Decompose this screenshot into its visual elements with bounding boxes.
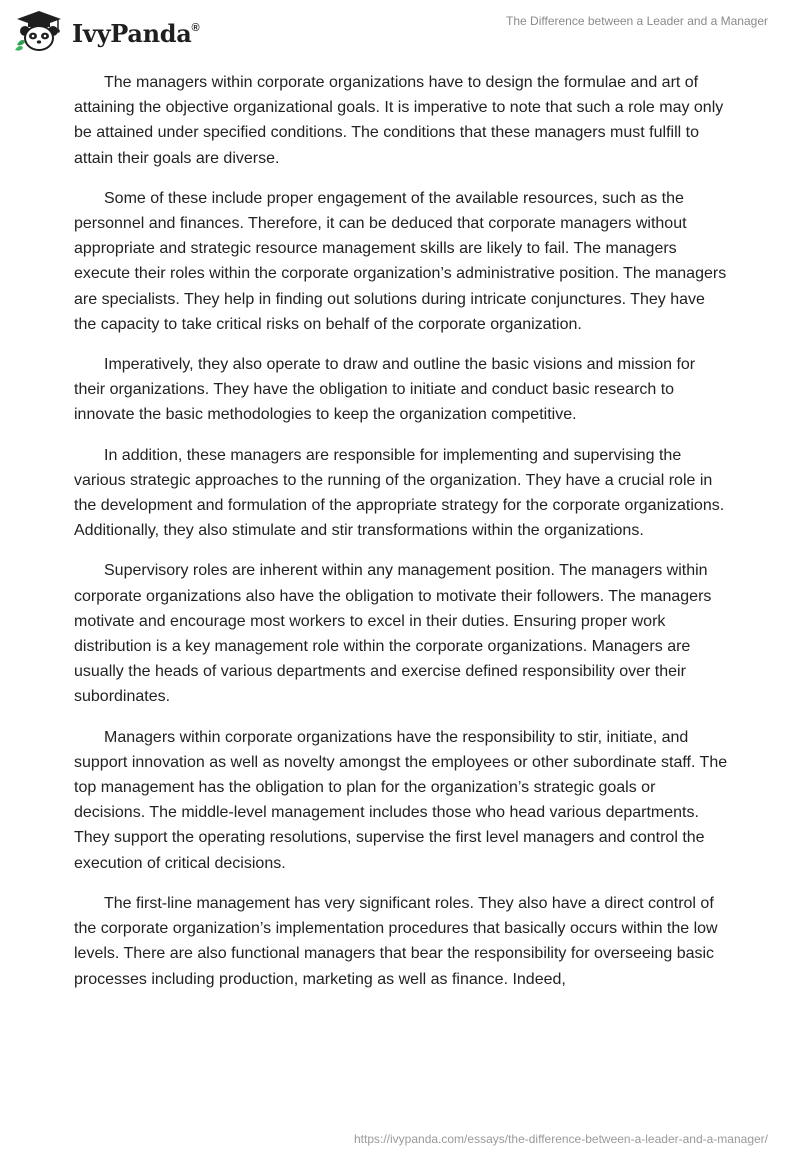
page-header [0, 0, 800, 70]
ivypanda-logo[interactable] [14, 8, 199, 52]
paragraph-6: Managers within corporate organizations have the responsibility to stir, initiate, and support innovation as well as novelty amongst the employees or other subordinate staff. The top management has the obligation to plan for the organization’s strategic goals or decisions. The middle-level management includes those who head various departments. They support the operating resolutions, supervise the first level managers and control the execution of critical decisions. [74, 728, 728, 872]
paragraph-4: In addition, these managers are responsible for implementing and supervising the various strategic approaches to the running of the organization. They have a crucial role in the development and formulation of the appropriate strategy for the corporate organizations. Additionally, they also stimulate and stir transformations within the organizations. [74, 446, 725, 540]
brand-name [72, 19, 199, 48]
paragraph-3: Imperatively, they also operate to draw and outline the basic visions and mission for their organizations. They have the obligation to initiate and conduct basic research to innovate the basic methodologies to keep the organization competitive. [74, 356, 696, 424]
registered-mark: ® [191, 21, 200, 34]
paragraph-5: Supervisory roles are inherent within any management position. The managers within corporate organizations also have the obligation to motivate their followers. The managers motivate and encourage most workers to excel in their duties. Ensuring proper work distribution is a key management role within the corporate organizations. Managers are usually the heads of various departments and exercise defined responsibility over their subordinates. [74, 562, 712, 706]
essay-body [74, 70, 728, 1007]
paragraph-7: The first-line management has very significant roles. They also have a direct control of the corporate organization’s implementation procedures that basically occurs within the low levels. There are also functional managers that bear the responsibility for overseeing basic processes including production, marketing as well as finance. Indeed, [74, 894, 718, 988]
paragraph-2: Some of these include proper engagement of the available resources, such as the personnel and finances. Therefore, it can be deduced that corporate managers without appropriate and strategic resource management skills are likely to fail. The managers execute their roles within the corporate organization’s administrative position. The managers are specialists. They help in finding out solutions during intricate conjunctures. They have the capacity to take critical risks on behalf of the corporate organization. [74, 189, 727, 333]
panda-graduate-icon [14, 8, 64, 52]
source-url[interactable]: https://ivypanda.com/essays/the-difference-between-a-leader-and-a-manager/ [354, 1132, 768, 1146]
brand-name-text: IvyPanda [72, 18, 192, 48]
paragraph-1: The managers within corporate organizations have to design the formulae and art of attaining the objective organizational goals. It is imperative to note that such a role may only be attained under specified conditions. The conditions that these managers must fulfill to attain their goals are diverse. [74, 74, 724, 167]
document-title: The Difference between a Leader and a Manager [506, 14, 768, 28]
